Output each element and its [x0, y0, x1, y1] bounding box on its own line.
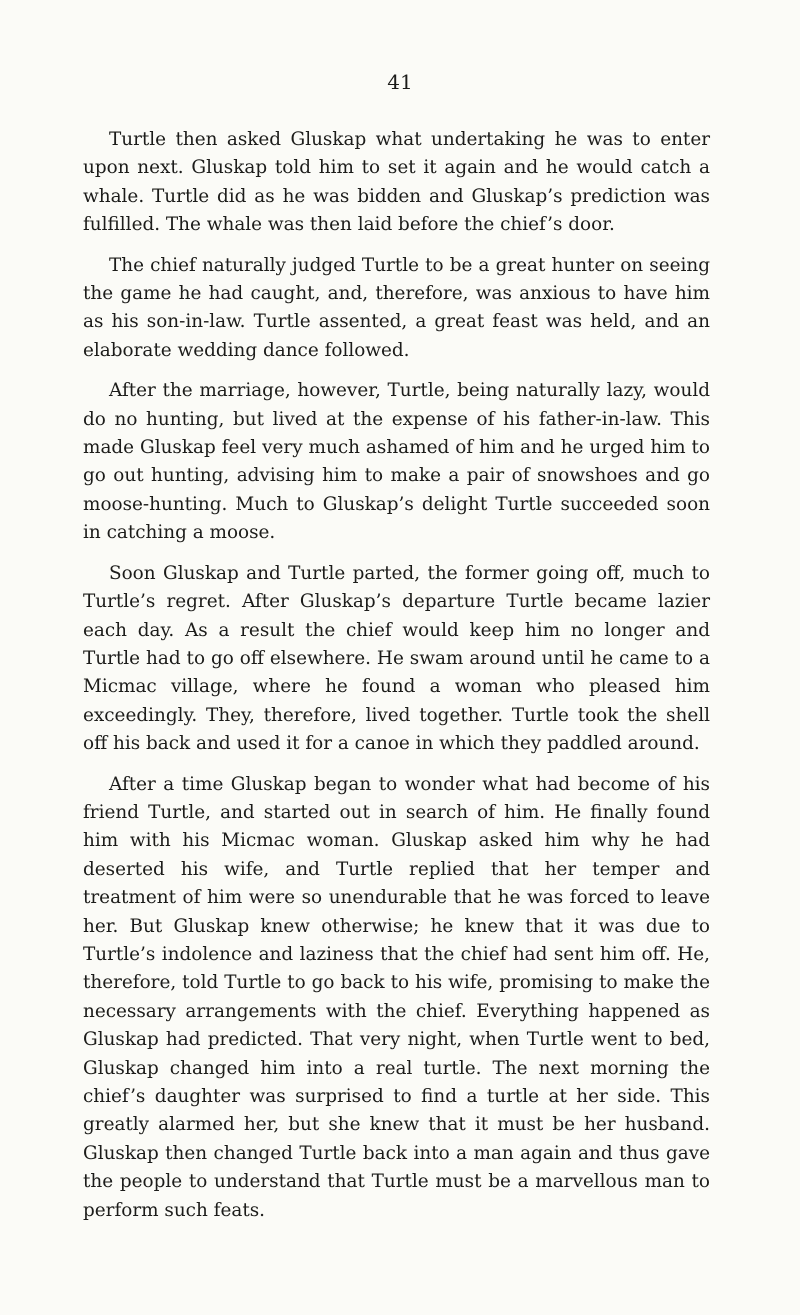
page-number: 41 [387, 70, 413, 94]
paragraph-2: The chief naturally judged Turtle to be a great hunter on seeing the game he had caught, and, therefore, was anxious to have him as his son-in-law. Turtle assented, a great feast was held, and an elaborate wedding dance followed. [83, 254, 710, 361]
paragraph-5: After a time Gluskap began to wonder what had become of his friend Turtle, and started out in search of him. He finally found him with his Micmac woman. Gluskap asked him why he had deserted his wife, and Turtle replied that her temper and treatment of him were so unendurable that he was forced to leave her. But Gluskap knew otherwise; he knew that it was due to Turtle’s indolence and laziness that the chief had sent him off. He, therefore, told Turtle to go back to his wife, promising to make the necessary arrangements with the chief. Everything happened as Gluskap had predicted. That very night, when Turtle went to bed, Gluskap changed him into a real turtle. The next morning the chief’s daughter was surprised to find a turtle at her side. This greatly alarmed her, but she knew that it must be her husband. Gluskap then changed Turtle back into a man again and thus gave the people to understand that Turtle must be a marvellous man to perform such feats. [83, 773, 710, 1221]
paragraph-3: After the marriage, however, Turtle, being naturally lazy, would do no hunting, but lived at the expense of his father-in-law. This made Gluskap feel very much ashamed of him and he urged him to go out hunting, advising him to make a pair of snowshoes and go moose-hunting. Much to Gluskap’s delight Turtle succeeded soon in catching a moose. [83, 380, 710, 544]
body-text [83, 126, 710, 1237]
paragraph-4: Soon Gluskap and Turtle parted, the former going off, much to Turtle’s regret. After Gluskap’s departure Turtle became lazier each day. As a result the chief would keep him no longer and Turtle had to go off elsewhere. He swam around until he came to a Micmac village, where he found a woman who pleased him exceedingly. They, therefore, lived together. Turtle took the shell off his back and used it for a canoe in which they paddled around. [83, 562, 710, 755]
paragraph-1: Turtle then asked Gluskap what undertaking he was to enter upon next. Gluskap told him to set it again and he would catch a whale. Turtle did as he was bidden and Gluskap’s prediction was fulfilled. The whale was then laid before the chief’s door. [83, 129, 710, 236]
